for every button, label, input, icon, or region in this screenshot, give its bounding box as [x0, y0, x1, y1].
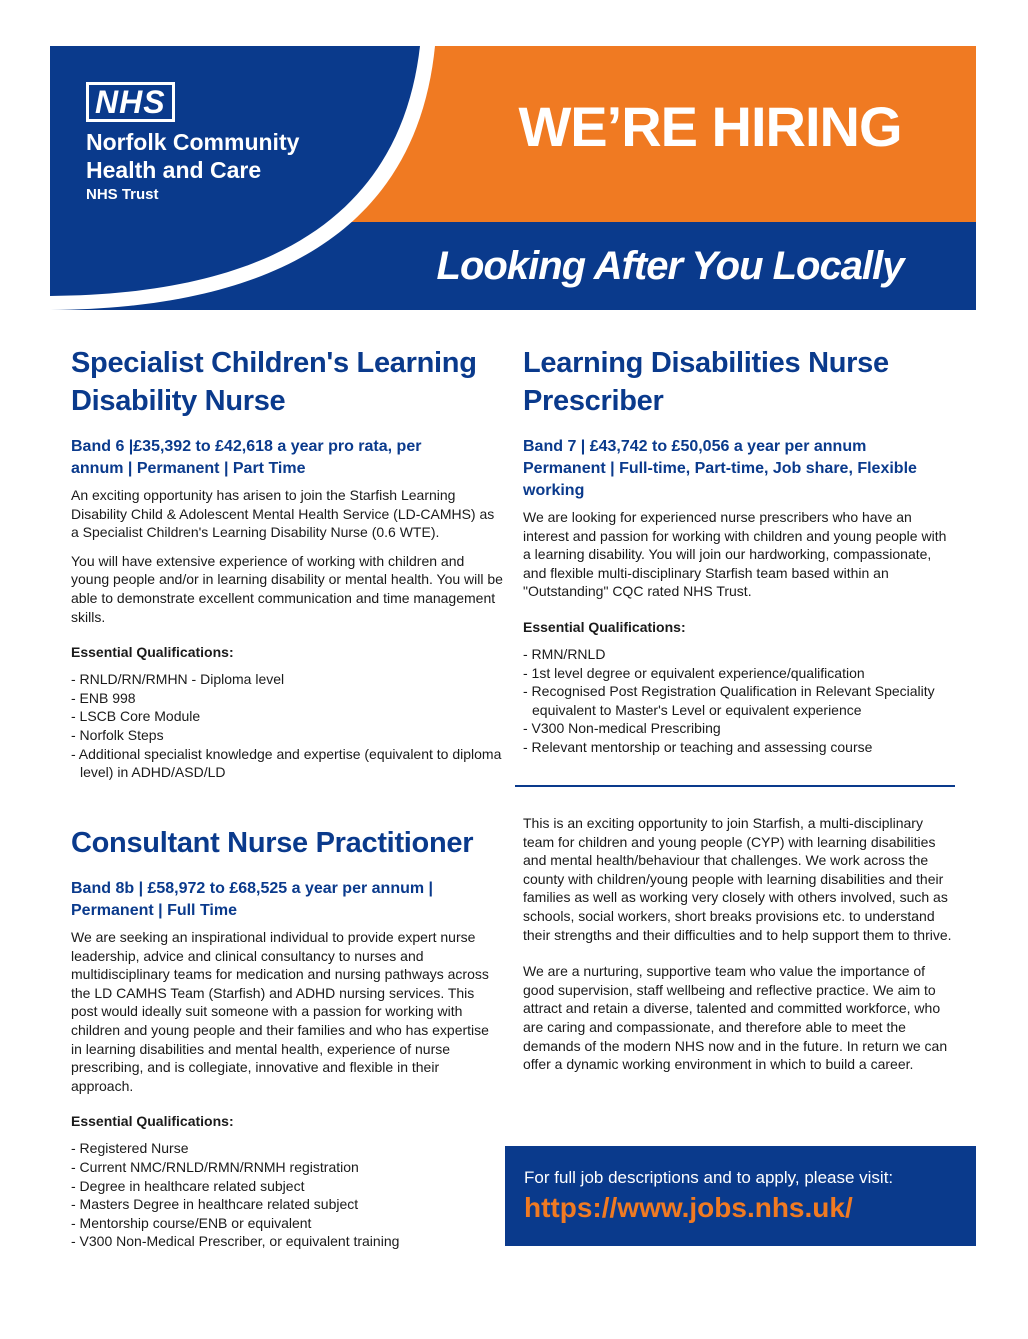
list-item: - LSCB Core Module [71, 708, 201, 725]
job-band-line1: Band 6 |£35,392 to £42,618 a year pro rata, per [71, 438, 422, 455]
job-description: An exciting opportunity has arisen to join the Starfish Learning Disability Child & Adolescent Mental Health Service (LD-CAMHS) as a Specialist Children's Learning Disability Nurse (0.6 WTE). [71, 487, 495, 541]
list-item: - RMN/RNLD [523, 645, 606, 662]
job-title [71, 344, 503, 420]
list-item: - Norfolk Steps [71, 726, 164, 743]
header-banner [50, 46, 976, 310]
list-item: - Recognised Post Registration Qualification in Relevant Speciality equivalent to Master's Level or equivalent experience [523, 683, 935, 718]
list-item: - 1st level degree or equivalent experience/qualification [523, 664, 865, 681]
job-title-line2: Disability Nurse [71, 385, 286, 417]
tagline: Looking After You Locally [436, 244, 904, 288]
apply-label: For full job descriptions and to apply, please visit: [524, 1168, 894, 1187]
apply-link[interactable]: https://www.jobs.nhs.uk/ [524, 1192, 853, 1223]
job-title-line2: Prescriber [523, 385, 664, 417]
job-band [71, 878, 503, 922]
about-paragraph-1: This is an exciting opportunity to join Starfish, a multi-disciplinary team for children and young people (CYP) with learning disabilities and mental health/behaviour that challenges. We work across the county with children/young people with learning disabilities and their families as well as working very closely with others involved, such as schools, social workers, short breaks provisions etc. to understand their strengths and their difficulties and to help support them to thrive. [523, 815, 952, 943]
job-ld-nurse-prescriber [523, 344, 955, 757]
qualifications-heading: Essential Qualifications: [71, 1113, 234, 1130]
job-band [523, 436, 955, 502]
list-item: - Relevant mentorship or teaching and assessing course [523, 738, 873, 755]
job-band-line1: Band 8b | £58,972 to £68,525 a year per annum | [71, 880, 434, 897]
list-item: - Current NMC/RNLD/RMN/RNMH registration [71, 1158, 359, 1175]
job-title: Consultant Nurse Practitioner [71, 827, 474, 859]
job-description: We are seeking an inspirational individual to provide expert nurse leadership, advice and clinical consultancy to nurses and multidisciplinary teams for medication and nursing pathways across the LD CAMHS Team (Starfish) and ADHD nursing services. This post would ideally suit someone with a passion for working with children and young people and their families and who has expertise in learning disabilities and mental health, experience of nurse prescribing, and is collegiate, innovative and flexible in their approach. [71, 929, 489, 1094]
qualifications-list [523, 645, 955, 757]
list-item: - RNLD/RN/RMHN - Diploma level [71, 671, 285, 688]
list-item: - Mentorship course/ENB or equivalent [71, 1214, 312, 1231]
job-band-line2: annum | Permanent | Part Time [71, 460, 306, 477]
hiring-title: WE’RE HIRING [518, 95, 902, 158]
job-title-line1: Specialist Children's Learning [71, 347, 477, 379]
section-divider [515, 785, 955, 787]
org-name-line1: Norfolk Community [86, 129, 300, 155]
about-starfish-team [523, 814, 955, 1084]
qualifications-heading: Essential Qualifications: [523, 618, 686, 635]
org-name [86, 128, 299, 184]
list-item: - ENB 998 [71, 689, 136, 706]
apply-panel [505, 1146, 976, 1246]
about-paragraph-2: We are a nurturing, supportive team who value the importance of good supervision, staff wellbeing and reflective practice. We aim to attract and retain a diverse, talented and committed workforce, who are caring and compassionate, and therefore able to meet the demands of the modern NHS now and in the future. In return we can offer a dynamic working environment in which to build a career. [523, 963, 948, 1073]
nhs-trust-logo [86, 82, 299, 203]
list-item: - V300 Non-medical Prescribing [523, 720, 721, 737]
org-name-line2: Health and Care [86, 157, 262, 183]
qualifications-list [71, 1139, 503, 1251]
job-band-line2: Permanent | Full Time [71, 902, 237, 919]
org-subtitle: NHS Trust [86, 186, 159, 203]
job-description: We are looking for experienced nurse prescribers who have an interest and passion for working with children and young people with a learning disability. You will join our hardworking, compassionate, and flexible multi-disciplinary Starfish team based within an "Outstanding" CQC rated NHS Trust. [523, 509, 947, 600]
list-item: - Masters Degree in healthcare related subject [71, 1196, 359, 1213]
qualifications-heading: Essential Qualifications: [71, 644, 234, 661]
job-band [71, 436, 503, 480]
job-title [523, 344, 955, 420]
job-band-line2: Permanent | Full-time, Part-time, Job share, Flexible working [523, 460, 917, 499]
job-band-line1: Band 7 | £43,742 to £50,056 a year per annum [523, 438, 867, 455]
list-item: - Additional specialist knowledge and expertise (equivalent to diploma level) in ADHD/ASD/LD [71, 745, 502, 781]
list-item: - Registered Nurse [71, 1140, 189, 1157]
job-title-line1: Learning Disabilities Nurse [523, 347, 889, 379]
job-specialist-nurse [71, 344, 503, 782]
qualifications-list [71, 670, 503, 782]
list-item: - V300 Non-Medical Prescriber, or equivalent training [71, 1233, 400, 1250]
job-consultant-nurse [71, 824, 503, 1251]
nhs-logo-mark: NHS [86, 82, 175, 122]
list-item: - Degree in healthcare related subject [71, 1177, 305, 1194]
job-requirements: You will have extensive experience of working with children and young people and/or in learning disability or mental health. You will be able to demonstrate excellent communication and time management skills. [71, 552, 503, 625]
